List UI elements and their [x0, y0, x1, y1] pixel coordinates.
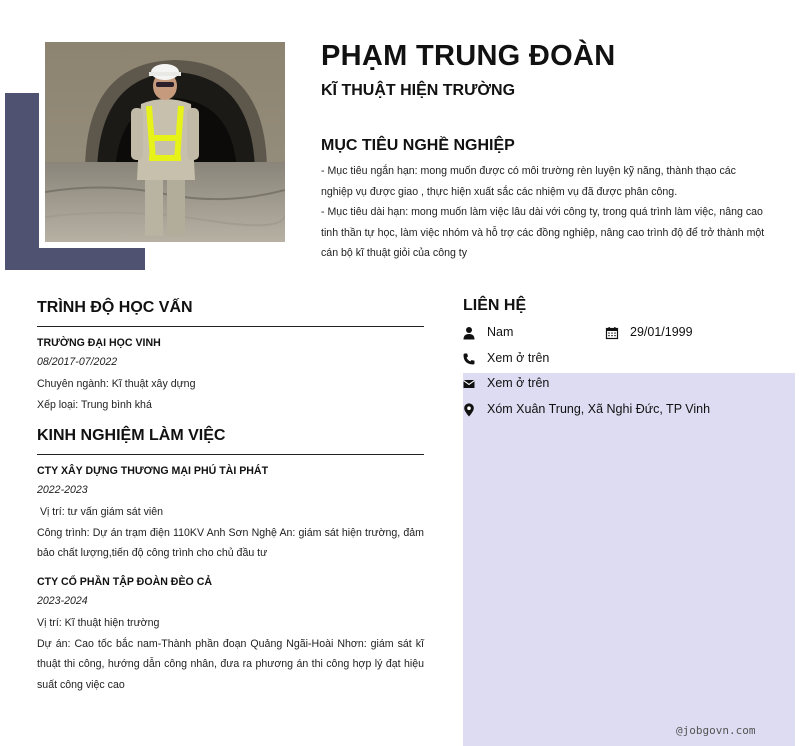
education-entry [37, 336, 424, 415]
job-period: 2022-2023 [37, 484, 88, 496]
job-detail: Công trình: Dự án trạm điện 110KV Anh Sơn Nghệ An: giám sát hiện trường, đảm bảo chất lượng,tiến độ công trình cho chủ đầu tư [37, 526, 424, 560]
divider [37, 326, 424, 327]
person-icon [462, 326, 476, 340]
company-name: CTY XÂY DỰNG THƯƠNG MẠI PHÚ TÀI PHÁT [37, 465, 269, 477]
contact-panel-background [463, 373, 795, 746]
job-position: Vị trí: tư vấn giám sát viên [37, 506, 164, 518]
experience-entry [37, 575, 424, 695]
job-detail: Dự án: Cao tốc bắc nam-Thành phần đoạn Quảng Ngãi-Hoài Nhơn: giám sát kĩ thuật thi công, hướng dẫn công nhân, đưa ra phương án thi công hợp lý đạt hiệu suất công việc cao [37, 637, 424, 691]
company-name: CTY CỔ PHẦN TẬP ĐOÀN ĐÈO CẢ [37, 576, 213, 588]
education-grade: Xếp loại: Trung bình khá [37, 398, 152, 411]
objective-heading: MỤC TIÊU NGHỀ NGHIỆP [321, 137, 515, 154]
education-period: 08/2017-07/2022 [37, 356, 118, 368]
full-name: PHẠM TRUNG ĐOÀN [321, 40, 616, 72]
objective-long-term: - Mục tiêu dài hạn: mong muốn làm việc lâu dài với công ty, trong quá trình làm việc, nâng cao tinh thần tự học, làm việc nhóm và hỗ trợ các đồng nghiệp, nâng cao trình độ để trở thành một cán bộ kĩ thuật giỏi của công ty [321, 206, 765, 260]
objective-body [321, 161, 767, 264]
job-position: Vị trí: Kĩ thuật hiện trường [37, 617, 160, 629]
contact-dob: 29/01/1999 [630, 325, 693, 339]
mail-icon [462, 377, 476, 391]
watermark: @jobgovn.com [676, 724, 756, 737]
job-title: KĨ THUẬT HIỆN TRƯỜNG [321, 82, 516, 99]
experience-entry [37, 464, 424, 564]
education-major: Chuyên ngành: Kĩ thuật xây dựng [37, 378, 196, 390]
profile-photo [45, 42, 285, 242]
school-name: TRƯỜNG ĐẠI HỌC VINH [37, 337, 161, 349]
calendar-icon [605, 326, 619, 340]
contact-phone: Xem ở trên [487, 351, 550, 365]
location-pin-icon [462, 403, 476, 417]
contact-gender: Nam [487, 325, 514, 339]
contact-heading: LIÊN HỆ [463, 297, 527, 314]
divider [37, 454, 424, 455]
job-period: 2023-2024 [37, 595, 88, 607]
experience-heading: KINH NGHIỆM LÀM VIỆC [37, 427, 226, 444]
education-heading: TRÌNH ĐỘ HỌC VẤN [37, 299, 193, 316]
contact-address: Xóm Xuân Trung, Xã Nghi Đức, TP Vinh [487, 402, 711, 416]
phone-icon [462, 352, 476, 366]
objective-short-term: - Mục tiêu ngắn hạn: mong muốn được có môi trường rèn luyện kỹ năng, thành thạo các nghiệp vụ được giao , thực hiện xuất sắc các nhiệm vụ đã được phân công. [321, 165, 736, 198]
contact-email: Xem ở trên [487, 376, 550, 390]
